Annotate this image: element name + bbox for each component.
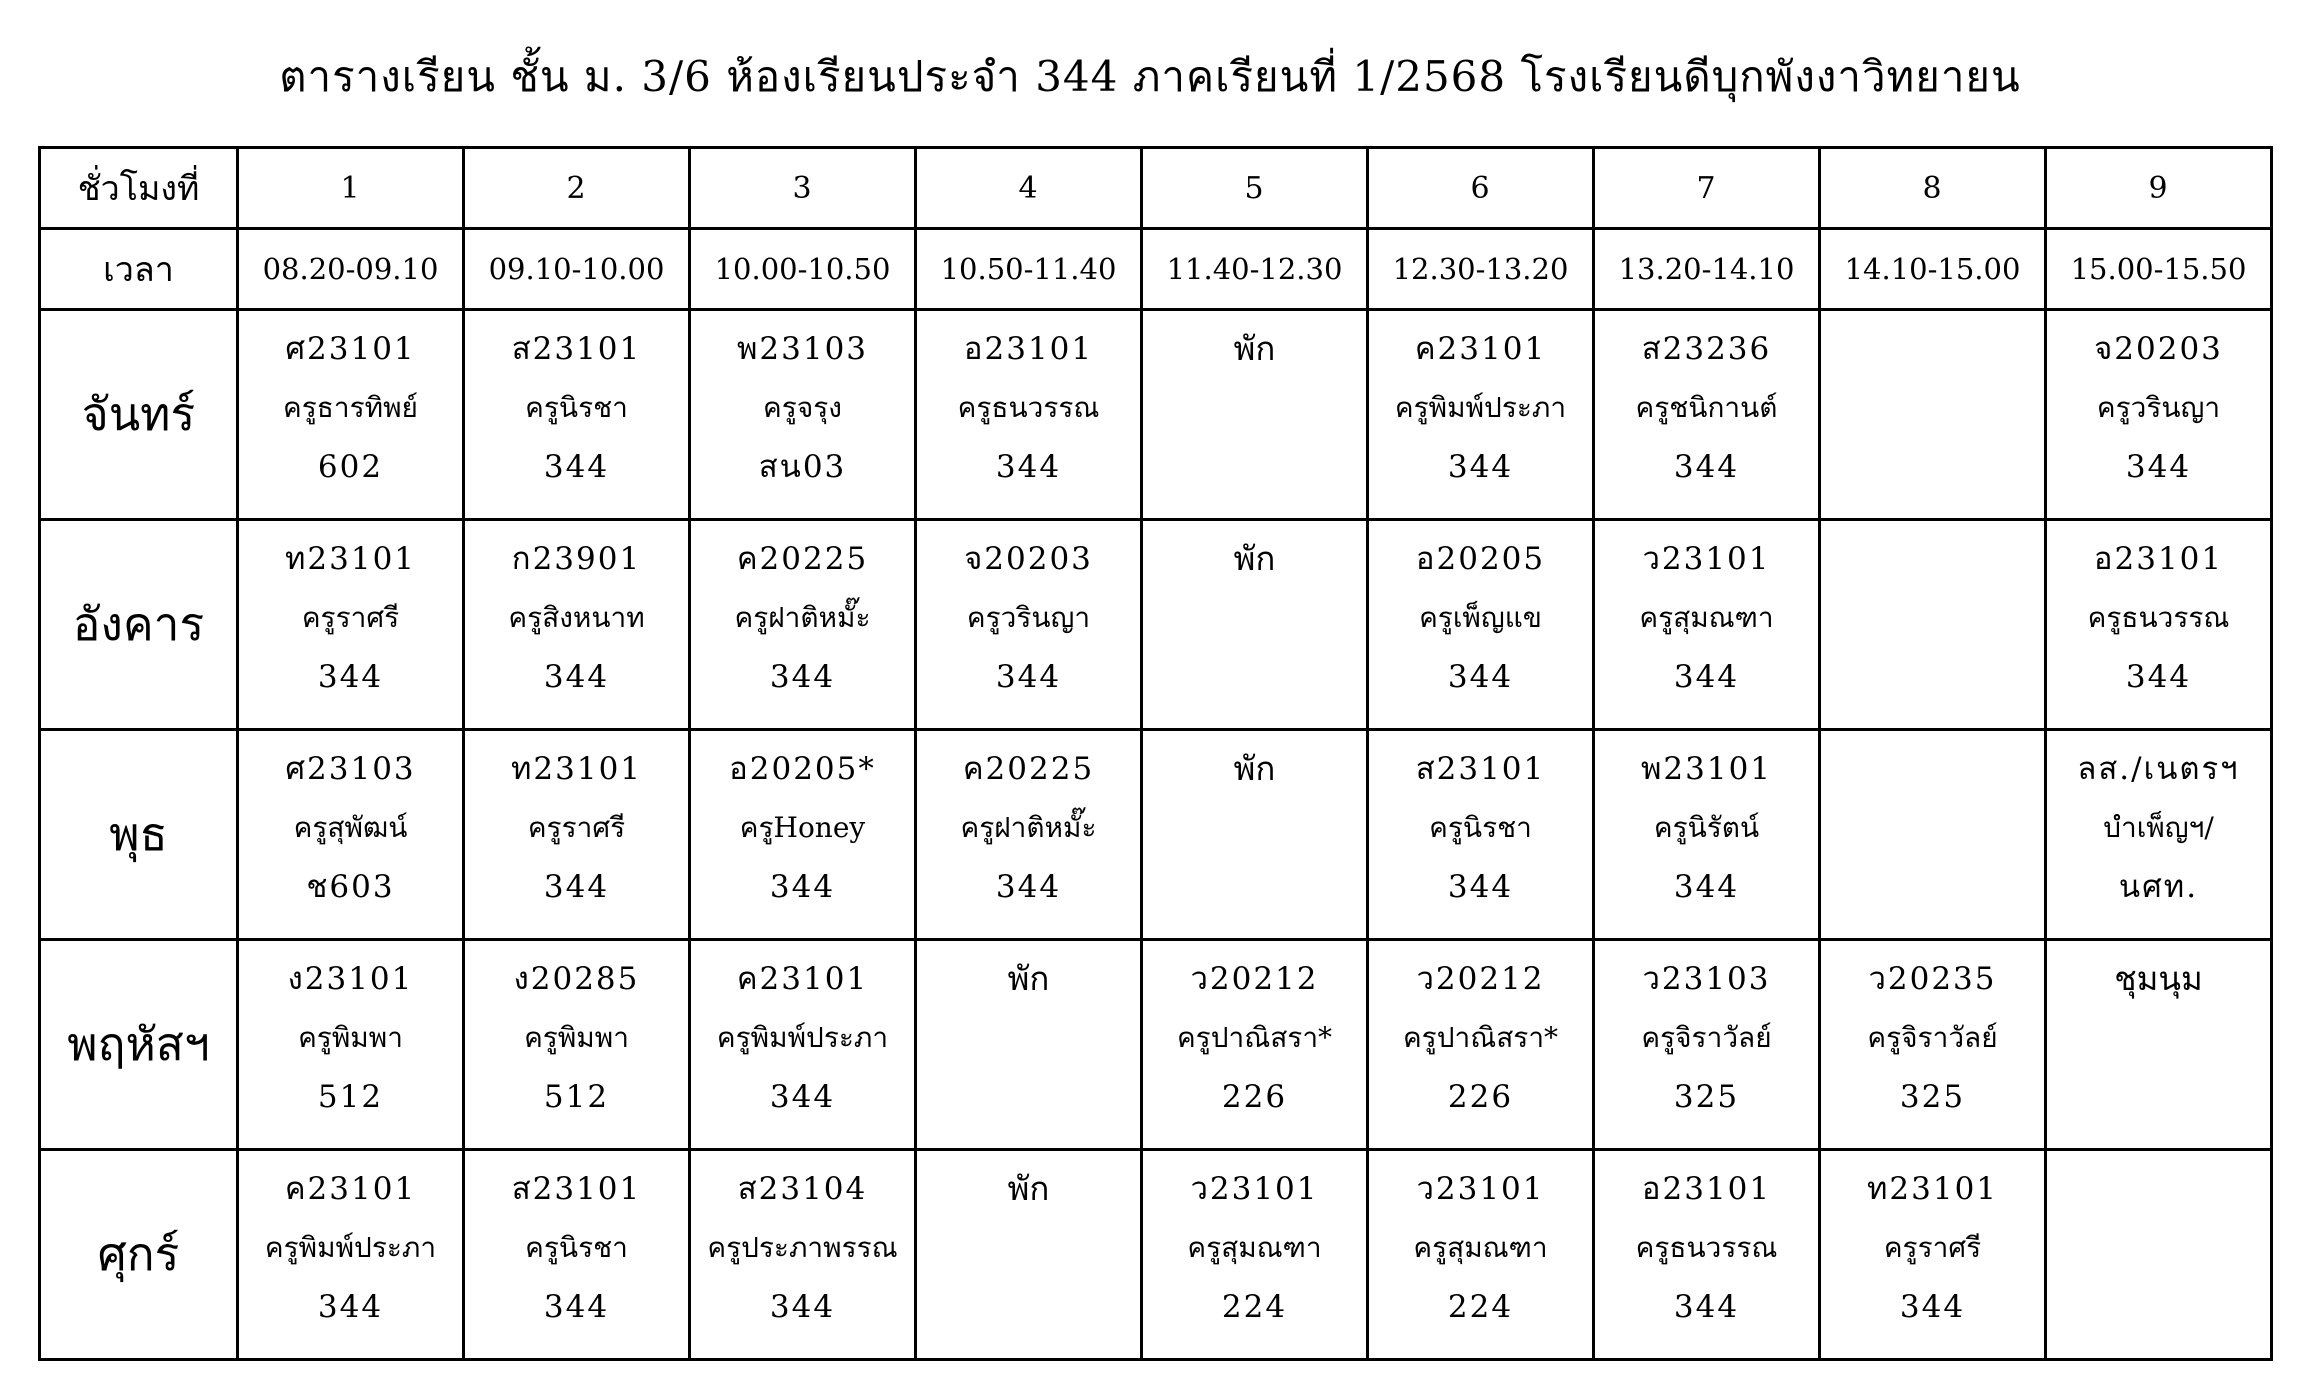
subject-code: จ20203 [964,541,1093,577]
period-number: 7 [1594,148,1820,229]
class-slot [238,310,464,520]
class-slot [238,730,464,940]
class-slot [1820,940,2046,1150]
room-number: 344 [1673,449,1740,485]
teacher-name: ครูปาณิสรา* [1402,1021,1559,1054]
class-slot [464,520,690,730]
teacher-name: ครูธนวรรณ [957,391,1100,424]
teacher-name: ครูสุมณฑา [1187,1231,1322,1264]
period-number: 6 [1368,148,1594,229]
teacher-name: ครูนิรัตน์ [1653,811,1760,844]
room-number: 344 [2125,659,2192,695]
teacher-name: ครูจรุง [763,391,842,424]
subject-code: ง23101 [287,961,414,997]
class-slot [238,520,464,730]
subject-code: ค23101 [1414,331,1547,367]
class-slot [1368,730,1594,940]
empty-slot [2046,1150,2272,1360]
room-number: 344 [1447,659,1514,695]
room-number: 344 [1673,869,1740,905]
teacher-name: ครูจิราวัลย์ [1867,1021,1998,1054]
break-slot [1142,310,1368,520]
class-slot [1594,520,1820,730]
class-slot [690,310,916,520]
subject-code: ว23101 [1190,1171,1319,1207]
room-number: 344 [1673,659,1740,695]
period-number: 5 [1142,148,1368,229]
class-slot [464,730,690,940]
teacher-name: ครูพิมพา [524,1021,629,1054]
period-header-row [40,148,2272,229]
break-label: พัก [1007,959,1050,998]
room-number: 344 [543,1289,610,1325]
subject-code: อ23101 [963,331,1094,367]
period-number: 8 [1820,148,2046,229]
class-slot [1594,1150,1820,1360]
period-time: 15.00-15.50 [2046,229,2272,310]
subject-code: ส23101 [511,331,642,367]
period-time: 13.20-14.10 [1594,229,1820,310]
break-slot [1142,730,1368,940]
room-number: 344 [995,869,1062,905]
teacher-name: ครูราศรี [301,601,400,634]
time-header-row [40,229,2272,310]
class-slot [2046,310,2272,520]
class-slot [690,520,916,730]
class-slot [1142,1150,1368,1360]
subject-code: ท23101 [510,751,643,787]
teacher-name: ครูสุมณฑา [1413,1231,1548,1264]
day-row [40,940,2272,1150]
class-slot [2046,730,2272,940]
room-number: 344 [543,659,610,695]
room-number: สน03 [758,449,847,485]
room-number: ช603 [306,869,395,905]
subject-code: ท23101 [284,541,417,577]
break-slot [1142,520,1368,730]
class-slot [916,730,1142,940]
subject-code: ลส./เนตรฯ [2077,751,2240,787]
class-slot [1368,940,1594,1150]
break-label: พัก [1233,329,1276,368]
room-number: 344 [1673,1289,1740,1325]
subject-code: ค20225 [962,751,1095,787]
room-number: 344 [317,1289,384,1325]
class-slot [2046,520,2272,730]
teacher-name: ครูนิรชา [1429,811,1532,844]
teacher-name: ครูชนิกานต์ [1635,391,1778,424]
room-number: 344 [543,869,610,905]
room-number: 325 [1899,1079,1966,1115]
day-row [40,730,2272,940]
class-slot [916,310,1142,520]
break-label: ชุมนุม [2114,959,2203,998]
subject-code: ว20235 [1868,961,1997,997]
room-number: 344 [2125,449,2192,485]
subject-code: พ23103 [736,331,869,367]
room-number: 325 [1673,1079,1740,1115]
empty-slot [1820,310,2046,520]
subject-code: อ20205* [729,751,876,787]
room-number: 512 [543,1079,610,1115]
subject-code: ง20285 [513,961,640,997]
class-slot [464,310,690,520]
teacher-name: ครูวรินญา [2096,391,2221,424]
subject-code: ว23101 [1416,1171,1545,1207]
period-time: 10.00-10.50 [690,229,916,310]
teacher-name: ครูธนวรรณ [1635,1231,1778,1264]
empty-slot [1820,520,2046,730]
timetable [38,146,2273,1361]
teacher-name: ครูพิมพ์ประภา [264,1231,437,1264]
period-number: 3 [690,148,916,229]
break-slot [916,1150,1142,1360]
teacher-name: ครูนิรชา [525,1231,628,1264]
room-number: 226 [1447,1079,1514,1115]
teacher-name: ครูราศรี [527,811,626,844]
teacher-name: ครูนิรชา [525,391,628,424]
class-slot [238,1150,464,1360]
teacher-name: ครูธนวรรณ [2087,601,2230,634]
teacher-name: ครูจิราวัลย์ [1641,1021,1772,1054]
teacher-name: ครูสุพัฒน์ [293,811,408,844]
room-number: 344 [317,659,384,695]
subject-code: อ23101 [2093,541,2224,577]
teacher-name: ครูธารทิพย์ [283,391,418,424]
teacher-name: ครูปาณิสรา* [1176,1021,1333,1054]
class-slot [690,1150,916,1360]
room-number: 226 [1221,1079,1288,1115]
class-slot [238,940,464,1150]
day-label: ศุกร์ [40,1150,238,1360]
room-number: 344 [1447,869,1514,905]
break-label: พัก [1007,1169,1050,1208]
period-time: 08.20-09.10 [238,229,464,310]
subject-code: ส23236 [1641,331,1772,367]
teacher-name: บำเพ็ญฯ/ [2103,811,2214,844]
subject-code: ศ23101 [285,331,416,367]
teacher-name: ครูพิมพ์ประภา [716,1021,889,1054]
room-number: 344 [769,659,836,695]
subject-code: อ23101 [1641,1171,1772,1207]
subject-code: ค23101 [284,1171,417,1207]
subject-code: ค20225 [736,541,869,577]
class-slot [690,730,916,940]
teacher-name: ครูเพ็ญแข [1419,601,1542,634]
class-slot [1820,1150,2046,1360]
room-number: 344 [995,659,1062,695]
room-number: 344 [543,449,610,485]
break-label: พัก [1233,749,1276,788]
teacher-name: ครูวรินญา [966,601,1091,634]
teacher-name: ครูสิงหนาท [508,601,645,634]
subject-code: ค23101 [736,961,869,997]
room-number: 344 [769,869,836,905]
teacher-name: ครูพิมพา [298,1021,403,1054]
room-number: 224 [1447,1289,1514,1325]
room-number: 344 [769,1079,836,1115]
subject-code: ส23101 [1415,751,1546,787]
subject-code: ว23103 [1642,961,1771,997]
page-title: ตารางเรียน ชั้น ม. 3/6 ห้องเรียนประจำ 344 ภาคเรียนที่ 1/2568 โรงเรียนดีบุกพังงาวิทยายน [279,52,2021,101]
room-number: 224 [1221,1289,1288,1325]
class-slot [1368,520,1594,730]
period-time: 12.30-13.20 [1368,229,1594,310]
day-row [40,520,2272,730]
room-number: 344 [1899,1289,1966,1325]
class-slot [1142,940,1368,1150]
teacher-name: ครูHoney [739,811,866,844]
subject-code: จ20203 [2094,331,2223,367]
class-slot [690,940,916,1150]
day-label: พฤหัสฯ [40,940,238,1150]
class-slot [464,1150,690,1360]
class-slot [1594,730,1820,940]
day-row [40,1150,2272,1360]
room-number: นศท. [2118,869,2199,905]
subject-code: พ23101 [1640,751,1773,787]
class-slot [916,520,1142,730]
teacher-name: ครูสุมณฑา [1639,601,1774,634]
subject-code: อ20205 [1415,541,1546,577]
break-label: พัก [1233,539,1276,578]
room-number: 344 [1447,449,1514,485]
room-number: 602 [317,449,384,485]
period-number: 1 [238,148,464,229]
class-slot [1368,1150,1594,1360]
subject-code: ว23101 [1642,541,1771,577]
period-time: 11.40-12.30 [1142,229,1368,310]
period-time: 10.50-11.40 [916,229,1142,310]
teacher-name: ครูประภาพรรณ [707,1231,898,1264]
period-time: 14.10-15.00 [1820,229,2046,310]
subject-code: ส23104 [737,1171,868,1207]
subject-code: ว20212 [1190,961,1319,997]
period-number: 4 [916,148,1142,229]
subject-code: ว20212 [1416,961,1545,997]
class-slot [1594,940,1820,1150]
period-number: 2 [464,148,690,229]
period-time: 09.10-10.00 [464,229,690,310]
break-slot [2046,940,2272,1150]
break-slot [916,940,1142,1150]
day-label: จันทร์ [40,310,238,520]
teacher-name: ครูราศรี [1883,1231,1982,1264]
subject-code: ก23901 [511,541,642,577]
day-label: อังคาร [40,520,238,730]
room-number: 344 [769,1289,836,1325]
class-slot [1368,310,1594,520]
day-label: พุธ [40,730,238,940]
time-row-label: เวลา [40,229,238,310]
empty-slot [1820,730,2046,940]
room-number: 344 [995,449,1062,485]
class-slot [464,940,690,1150]
class-slot [1594,310,1820,520]
subject-code: ส23101 [511,1171,642,1207]
teacher-name: ครูพิมพ์ประภา [1394,391,1567,424]
period-row-label: ชั่วโมงที่ [40,148,238,229]
teacher-name: ครูฝาติหมั๊ะ [960,811,1097,844]
room-number: 512 [317,1079,384,1115]
subject-code: ท23101 [1866,1171,1999,1207]
teacher-name: ครูฝาติหมั๊ะ [734,601,871,634]
subject-code: ศ23103 [285,751,416,787]
day-row [40,310,2272,520]
period-number: 9 [2046,148,2272,229]
